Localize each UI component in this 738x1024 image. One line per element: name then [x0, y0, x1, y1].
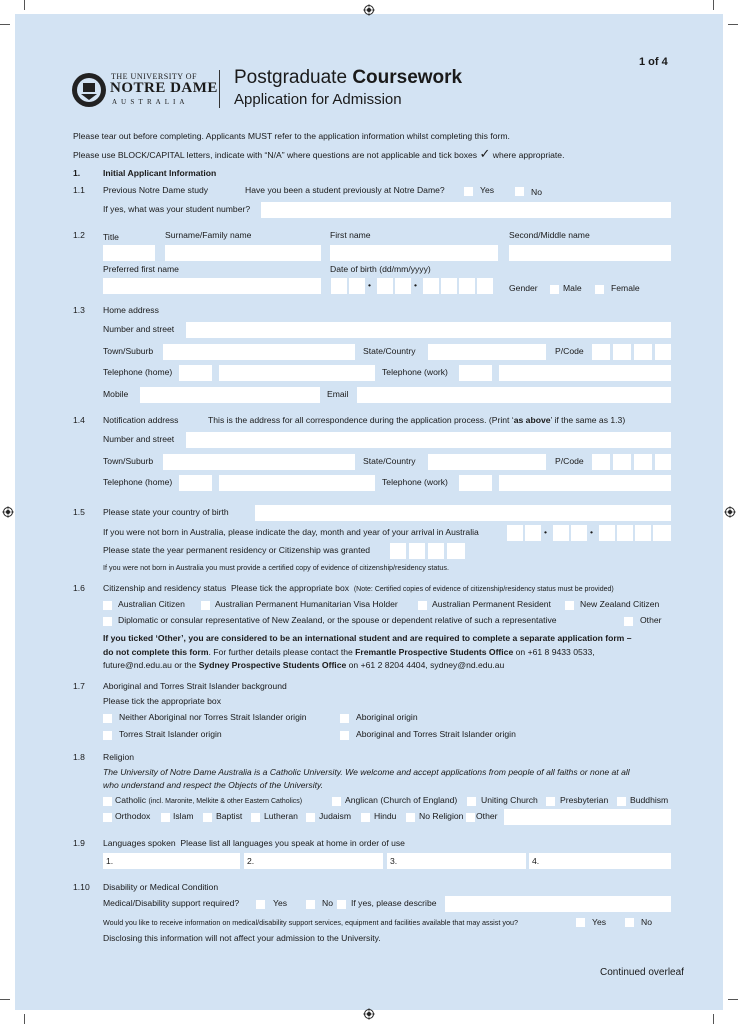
- orthodox-checkbox[interactable]: [103, 813, 112, 822]
- home-street-input[interactable]: [186, 322, 671, 338]
- international-contact-2: future@nd.edu.au or the Sydney Prospective Students Office on +61 2 8204 4404, sydney@nd.edu.au: [103, 660, 505, 670]
- notif-work-area-input[interactable]: [459, 475, 492, 491]
- dob-separator: •: [368, 280, 372, 290]
- home-suburb-input[interactable]: [163, 344, 355, 360]
- dob-separator: •: [414, 280, 418, 290]
- buddhism-label: Buddhism: [630, 795, 669, 805]
- surname-label: Surname/Family name: [165, 230, 252, 240]
- language-1-label: 1.: [106, 856, 114, 866]
- citizen-checkbox[interactable]: [103, 601, 112, 610]
- notif-tel-area-input[interactable]: [179, 475, 212, 491]
- student-number-label: If yes, what was your student number?: [103, 204, 251, 214]
- logo-line3: A U S T R A L I A: [112, 98, 186, 106]
- diplomatic-label: Diplomatic or consular representative of New Zealand, or the spouse or dependent relative of such a representative: [118, 615, 557, 625]
- male-label: Male: [563, 283, 582, 293]
- nz-citizen-label: New Zealand Citizen: [580, 599, 660, 609]
- surname-input[interactable]: [165, 245, 321, 261]
- nz-citizen-checkbox[interactable]: [565, 601, 574, 610]
- preferred-name-label: Preferred first name: [103, 264, 179, 274]
- religion-text: The University of Notre Dame Australia is a Catholic University. We welcome and accept applications from people of all faiths or none at all: [103, 767, 630, 777]
- lutheran-label: Lutheran: [264, 811, 298, 821]
- state-label: State/Country: [363, 346, 416, 356]
- registration-mark-icon: [2, 506, 14, 518]
- trim-mark: [24, 1014, 25, 1024]
- language-4-input[interactable]: [529, 853, 671, 869]
- page-number: 1 of 4: [639, 56, 668, 68]
- university-crest-icon: [71, 72, 107, 108]
- religion-text-2: who understand and respect the Objects of the University.: [103, 780, 324, 790]
- arrival-year-4[interactable]: [653, 525, 671, 541]
- yes-checkbox[interactable]: [464, 187, 473, 196]
- dob-year-3[interactable]: [459, 278, 475, 294]
- notif-pcode-3[interactable]: [634, 454, 652, 470]
- notif-pcode-2[interactable]: [613, 454, 631, 470]
- middle-name-label: Second/Middle name: [509, 230, 590, 240]
- humanitarian-label: Australian Permanent Humanitarian Visa Holder: [215, 599, 398, 609]
- humanitarian-checkbox[interactable]: [201, 601, 210, 610]
- citizen-label: Australian Citizen: [118, 599, 185, 609]
- both-origin-checkbox[interactable]: [340, 731, 349, 740]
- suburb-label: Town/Suburb: [103, 456, 154, 466]
- notif-pcode-1[interactable]: [592, 454, 610, 470]
- q-number: 1.4: [73, 415, 85, 425]
- hindu-checkbox[interactable]: [361, 813, 370, 822]
- pcode-label: P/Code: [555, 346, 584, 356]
- trim-mark: [0, 24, 10, 25]
- language-2-input[interactable]: [244, 853, 383, 869]
- baptist-checkbox[interactable]: [203, 813, 212, 822]
- form-page: [15, 14, 723, 1010]
- state-label: State/Country: [363, 456, 416, 466]
- info-yes-checkbox[interactable]: [576, 918, 585, 927]
- support-yes-checkbox[interactable]: [256, 900, 265, 909]
- describe-checkbox[interactable]: [337, 900, 346, 909]
- dob-year-2[interactable]: [441, 278, 457, 294]
- q-number: 1.7: [73, 681, 85, 691]
- no-religion-checkbox[interactable]: [406, 813, 415, 822]
- first-name-input[interactable]: [330, 245, 498, 261]
- pr-year-3[interactable]: [428, 543, 444, 559]
- trim-mark: [728, 999, 738, 1000]
- anglican-label: Anglican (Church of England): [345, 795, 458, 805]
- notif-state-input[interactable]: [428, 454, 546, 470]
- describe-label: If yes, please describe: [351, 898, 437, 908]
- language-3-label: 3.: [390, 856, 398, 866]
- baptist-label: Baptist: [216, 811, 243, 821]
- notif-work-input[interactable]: [499, 475, 671, 491]
- presbyterian-checkbox[interactable]: [546, 797, 555, 806]
- form-subtitle: Application for Admission: [234, 91, 402, 108]
- support-yes-label: Yes: [273, 898, 288, 908]
- male-checkbox[interactable]: [550, 285, 559, 294]
- diplomatic-checkbox[interactable]: [103, 617, 112, 626]
- section-title: Initial Applicant Information: [103, 168, 217, 178]
- yes-label: Yes: [480, 185, 495, 195]
- pr-year-1[interactable]: [390, 543, 406, 559]
- q-title: Disability or Medical Condition: [103, 882, 219, 892]
- registration-mark-icon: [724, 506, 736, 518]
- street-label: Number and street: [103, 434, 175, 444]
- dob-month-1[interactable]: [377, 278, 393, 294]
- aboriginal-checkbox[interactable]: [340, 714, 349, 723]
- arrival-year-3[interactable]: [635, 525, 651, 541]
- student-number-input[interactable]: [261, 202, 671, 218]
- q-number: 1.10: [73, 882, 90, 892]
- tel-work-label: Telephone (work): [382, 477, 448, 487]
- info-no-checkbox[interactable]: [625, 918, 634, 927]
- tel-home-label: Telephone (home): [103, 477, 173, 487]
- dob-label: Date of birth (dd/mm/yyyy): [330, 264, 431, 274]
- q-text: Have you been a student previously at Notre Dame?: [245, 185, 445, 195]
- q-number: 1.8: [73, 752, 85, 762]
- q-number: 1.6: [73, 583, 85, 593]
- home-tel-input[interactable]: [219, 365, 375, 381]
- disclosure-note: Disclosing this information will not affect your admission to the University.: [103, 933, 381, 943]
- arrival-label: If you were not born in Australia, please indicate the day, month and year of your arrival in Australia: [103, 527, 479, 537]
- intro-line1: Please tear out before completing. Applicants MUST refer to the application information whilst completing this form.: [73, 131, 510, 141]
- dob-year-4[interactable]: [477, 278, 493, 294]
- intro-line2: Please use BLOCK/CAPITAL letters, indicate with “N/A” where questions are not applicable and tick boxes ✓ where appropriate.: [73, 146, 565, 161]
- other-citizenship-label: Other: [640, 615, 662, 625]
- pr-checkbox[interactable]: [418, 601, 427, 610]
- uniting-label: Uniting Church: [481, 795, 538, 805]
- home-pcode-4[interactable]: [655, 344, 671, 360]
- q-title: Citizenship and residency status Please tick the appropriate box (Note: Certified copies of evidence of citizenship/residency status must be provided): [103, 583, 614, 593]
- registration-mark-icon: [363, 1008, 375, 1020]
- mobile-input[interactable]: [140, 387, 320, 403]
- title-label: Title: [103, 232, 119, 242]
- dob-day-1[interactable]: [331, 278, 347, 294]
- notif-pcode-4[interactable]: [655, 454, 671, 470]
- pr-year-4[interactable]: [447, 543, 465, 559]
- aboriginal-label: Aboriginal origin: [356, 712, 418, 722]
- home-state-input[interactable]: [428, 344, 546, 360]
- continued-overleaf: Continued overleaf: [600, 967, 684, 978]
- no-checkbox[interactable]: [515, 187, 524, 196]
- q-title: Religion: [103, 752, 135, 762]
- section-number: 1.: [73, 168, 81, 178]
- info-yes-label: Yes: [592, 917, 607, 927]
- logo-line2: NOTRE DAME: [110, 80, 218, 96]
- dob-year-1[interactable]: [423, 278, 439, 294]
- q-title: Previous Notre Dame study: [103, 185, 209, 195]
- home-pcode-1[interactable]: [592, 344, 610, 360]
- pr-label: Australian Permanent Resident: [432, 599, 551, 609]
- support-no-checkbox[interactable]: [306, 900, 315, 909]
- street-label: Number and street: [103, 324, 175, 334]
- pr-year-2[interactable]: [409, 543, 425, 559]
- pcode-label: P/Code: [555, 456, 584, 466]
- trim-mark: [728, 24, 738, 25]
- language-1-input[interactable]: [103, 853, 240, 869]
- neither-origin-label: Neither Aboriginal nor Torres Strait Islander origin: [119, 712, 307, 722]
- female-checkbox[interactable]: [595, 285, 604, 294]
- notif-street-input[interactable]: [186, 432, 671, 448]
- info-question: Would you like to receive information on medical/disability support services, equipment and facilities available that may assist you?: [103, 918, 518, 927]
- pr-year-label: Please state the year permanent residency or Citizenship was granted: [103, 545, 371, 555]
- female-label: Female: [611, 283, 640, 293]
- arrival-day-2[interactable]: [525, 525, 541, 541]
- preferred-name-input[interactable]: [103, 278, 321, 294]
- language-2-label: 2.: [247, 856, 255, 866]
- email-input[interactable]: [357, 387, 671, 403]
- notification-desc: This is the address for all correspondence during the application process. (Print ‘as above’ if the same as 1.3): [208, 415, 626, 425]
- support-question: Medical/Disability support required?: [103, 898, 240, 908]
- home-tel-area-input[interactable]: [179, 365, 212, 381]
- home-pcode-2[interactable]: [613, 344, 631, 360]
- q-number: 1.1: [73, 185, 85, 195]
- other-religion-input[interactable]: [504, 809, 671, 825]
- gender-label: Gender: [509, 283, 538, 293]
- arrival-year-1[interactable]: [599, 525, 615, 541]
- dob-month-2[interactable]: [395, 278, 411, 294]
- q-title: Languages spoken Please list all languages you speak at home in order of use: [103, 838, 405, 848]
- tsi-label: Torres Strait Islander origin: [119, 729, 222, 739]
- catholic-checkbox[interactable]: [103, 797, 112, 806]
- q-number: 1.9: [73, 838, 85, 848]
- trim-mark: [0, 999, 10, 1000]
- suburb-label: Town/Suburb: [103, 346, 154, 356]
- anglican-checkbox[interactable]: [332, 797, 341, 806]
- registration-mark-icon: [363, 4, 375, 16]
- islam-checkbox[interactable]: [161, 813, 170, 822]
- certified-copy-note: If you were not born in Australia you must provide a certified copy of evidence of citizenship/residency status.: [103, 563, 449, 572]
- first-name-label: First name: [330, 230, 371, 240]
- date-separator: •: [590, 527, 594, 537]
- mobile-label: Mobile: [103, 389, 129, 399]
- orthodox-label: Orthodox: [115, 811, 151, 821]
- neither-origin-checkbox[interactable]: [103, 714, 112, 723]
- q-title: Please state your country of birth: [103, 507, 229, 517]
- q-number: 1.2: [73, 230, 85, 240]
- notif-suburb-input[interactable]: [163, 454, 355, 470]
- date-separator: •: [544, 527, 548, 537]
- arrival-month-2[interactable]: [571, 525, 587, 541]
- judaism-label: Judaism: [319, 811, 351, 821]
- international-contact: do not complete this form. For further details please contact the Fremantle Prospective Students Office on +61 8 9433 0533,: [103, 647, 595, 657]
- trim-mark: [713, 0, 714, 10]
- presbyterian-label: Presbyterian: [560, 795, 609, 805]
- other-religion-checkbox[interactable]: [466, 813, 475, 822]
- tsi-checkbox[interactable]: [103, 731, 112, 740]
- other-religion-label: Other: [476, 811, 498, 821]
- work-tel-input[interactable]: [499, 365, 671, 381]
- arrival-day-1[interactable]: [507, 525, 523, 541]
- no-religion-label: No Religion: [419, 811, 464, 821]
- buddhism-checkbox[interactable]: [617, 797, 626, 806]
- no-label: No: [531, 187, 542, 197]
- q-instruction: Please tick the appropriate box: [103, 696, 221, 706]
- work-tel-area-input[interactable]: [459, 365, 492, 381]
- country-of-birth-input[interactable]: [255, 505, 671, 521]
- info-no-label: No: [641, 917, 652, 927]
- language-3-input[interactable]: [387, 853, 526, 869]
- middle-name-input[interactable]: [509, 245, 671, 261]
- dob-day-2[interactable]: [349, 278, 365, 294]
- logo-line1: THE UNIVERSITY OF: [111, 72, 197, 81]
- q-title: Notification address: [103, 415, 179, 425]
- arrival-year-2[interactable]: [617, 525, 633, 541]
- uniting-checkbox[interactable]: [467, 797, 476, 806]
- islam-label: Islam: [173, 811, 194, 821]
- arrival-month-1[interactable]: [553, 525, 569, 541]
- describe-input[interactable]: [445, 896, 671, 912]
- both-origin-label: Aboriginal and Torres Strait Islander origin: [356, 729, 516, 739]
- title-input[interactable]: [103, 245, 155, 261]
- language-4-label: 4.: [532, 856, 540, 866]
- form-title: Postgraduate Coursework: [234, 67, 463, 88]
- notif-tel-input[interactable]: [219, 475, 375, 491]
- trim-mark: [713, 1014, 714, 1024]
- catholic-label: Catholic (incl. Maronite, Melkite & other Eastern Catholics): [115, 795, 303, 805]
- lutheran-checkbox[interactable]: [251, 813, 260, 822]
- trim-mark: [24, 0, 25, 10]
- logo-divider: [219, 70, 220, 108]
- home-pcode-3[interactable]: [634, 344, 652, 360]
- judaism-checkbox[interactable]: [306, 813, 315, 822]
- other-citizenship-checkbox[interactable]: [624, 617, 633, 626]
- tel-work-label: Telephone (work): [382, 367, 448, 377]
- tick-icon: ✓: [479, 146, 491, 161]
- hindu-label: Hindu: [374, 811, 397, 821]
- tel-home-label: Telephone (home): [103, 367, 173, 377]
- q-title: Aboriginal and Torres Strait Islander background: [103, 681, 287, 691]
- q-number: 1.3: [73, 305, 85, 315]
- email-label: Email: [327, 389, 349, 399]
- q-title: Home address: [103, 305, 159, 315]
- support-no-label: No: [322, 898, 333, 908]
- international-note: If you ticked ‘Other’, you are considered to be an international student and are required to complete a separate application form –: [103, 633, 632, 643]
- q-number: 1.5: [73, 507, 85, 517]
